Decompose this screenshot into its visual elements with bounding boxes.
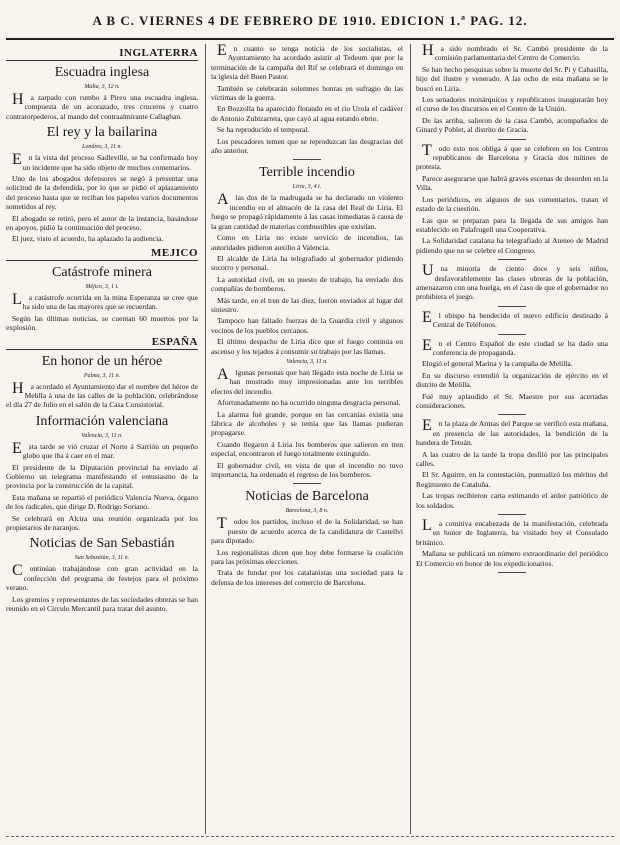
article-paragraph: Esta mañana se repartió el periódico Valencia Nueva, órgano de los radicales, que dirige D. Rodrigo Soriano.	[6, 492, 198, 512]
article-paragraph: El Sr. Aguirre, en la contestación, puntualizó los méritos del Regimiento de Cataluña.	[416, 470, 608, 489]
article-paragraph: Tampoco han faltado fuerzas de la Guardia civil y algunos vecinos de los pueblos cercanos.	[211, 316, 403, 335]
article-separator	[498, 139, 526, 140]
article-dateline: Palma, 3, 11 n.	[83, 372, 121, 379]
article	[211, 488, 403, 587]
article	[6, 124, 198, 244]
article	[211, 358, 403, 479]
article	[416, 519, 608, 568]
article	[6, 64, 198, 121]
article-paragraph: Mañana se publicará un número extraordinario del periódico El Comercio en honor de los expedicionarios.	[416, 549, 608, 568]
article-body	[6, 153, 198, 244]
article-title: Catástrofe minera	[52, 264, 152, 280]
article-paragraph: El gobernador civil, en vista de que el incendio no tuvo importancia, ha ordenado el regreso de los bomberos.	[211, 460, 403, 480]
article-title: En honor de un héroe	[41, 353, 163, 369]
article-paragraph: Cuando llegaron á Liria los bomberos que salieron en tren especial, encontraron el fuego totalmente extinguido.	[211, 439, 403, 459]
article-separator	[498, 306, 526, 307]
article-paragraph: Algunas personas que han llegado esta noche de Liria se han mostrado muy impresionadas ante los terribles efectos del incendio.	[211, 365, 403, 396]
article-dateline: Valencia, 3, 11 n.	[81, 432, 123, 439]
article-paragraph: Alas dos de la madrugada se ha declarado un violento incendio en el almacén de la casa del Real de Liria. El fuego se propagó rápidamente á las casas inmediatas á causa de la gran cantidad de materias combustibles que existían.	[211, 191, 403, 231]
article-paragraph: La autoridad civil, en su puesto de trabajo, ha enviado dos compañías de bomberos.	[211, 274, 403, 294]
article-paragraph: En la vista del proceso Sadleville, se ha confirmado hoy un incidente que ha sido objeto de muchos comentarios.	[12, 151, 198, 172]
article	[6, 413, 198, 533]
article	[416, 308, 608, 330]
article-paragraph: Esta tarde se vió cruzar el Norte á Sarrión un pequeño globo que iba á caer en el mar.	[12, 439, 198, 461]
article-paragraph: En su discurso extendió la organización de ejército en el distrito de Melilla.	[416, 370, 608, 390]
article-paragraph: También se celebrarán solemnes honras en sufragio de las víctimas de la guerra.	[211, 83, 403, 103]
article-paragraph: Ha acordado el Ayuntamiento dar el nombre del héroe de Melilla á una de las calles de la población, celebrándose el día 27 de Julio en el salón de la Casa Consistorial.	[6, 379, 198, 410]
article-paragraph: En cuanto se tenga noticia de los socialistas, el Ayuntamiento ha acordado asistir al Tedeum que por la terminación de la campaña del Rif se celebrará el domingo en la iglesia del Buen Pastor.	[211, 44, 403, 82]
article-title: Escuadra inglesa	[54, 65, 150, 80]
article-dateline: Barcelona, 3, 8 n.	[285, 508, 329, 515]
section-kicker: INGLATERRA	[6, 46, 198, 61]
article-dateline: Londres, 3, 11 n.	[81, 144, 122, 151]
article-body	[416, 308, 608, 330]
article-paragraph: Los senadores monárquicos y republicanos inaugurarán hoy el curso de los discursos en el Centro de la Unión.	[416, 95, 608, 114]
article	[416, 336, 608, 411]
article-paragraph: La Solidaridad catalana ha telegrafiado al Ateneo de Madrid pidiendo que no se celebre el Congreso.	[416, 236, 608, 255]
article	[416, 141, 608, 255]
article	[211, 164, 403, 356]
article-body	[6, 93, 198, 121]
newspaper-page	[6, 6, 614, 841]
article-body	[416, 44, 608, 135]
article-body	[416, 141, 608, 255]
article-separator	[293, 159, 321, 160]
article-paragraph: Los periódicos, en algunos de sus comentarios, tratan el estado de la cuestión.	[416, 194, 608, 214]
article-paragraph: Más tarde, en el tren de las diez, fueron enviados al lugar del siniestro.	[211, 295, 403, 314]
article-paragraph: Uno de los abogados defensores se negó á presentar una solicitud de la defendida, por lo que se pidió el aplazamiento del proceso hasta que se reciban los papeles varios documentos sometidos al rey.	[6, 174, 198, 212]
article-dateline: Méjico, 3, 1 t.	[85, 283, 119, 290]
article	[416, 419, 608, 510]
article-paragraph: Las que se preparan para la llegada de sus amigos han establecido en Palafrugell una Cooperativa.	[416, 215, 608, 234]
article-separator	[498, 414, 526, 415]
page-footer-rule	[6, 836, 614, 837]
article-paragraph: Ha sido nombrado el Sr. Cambó presidente de la comisión parlamentaria del Centro de Comercio.	[422, 44, 608, 63]
article-paragraph: En la plaza de Armas del Parque se verificó esta mañana, en presencia de las autoridades, la bendición de la bandera de Tetuán.	[416, 417, 608, 448]
article-paragraph: Se ha reproducido el temporal.	[217, 125, 310, 135]
article-paragraph: El juez, visto el acuerdo, ha aplazado la audiencia.	[12, 234, 164, 244]
article-title: El rey y la bailarina	[46, 125, 158, 141]
article-paragraph: Como en Liria no existe servicio de incendios, las autoridades pidieron auxilio á Valencia.	[211, 233, 403, 252]
article-paragraph: La alarma fué grande, porque en las cercanías existía una fábrica de alcoholes y se temía que las llamas pudieran propagarse.	[211, 409, 403, 438]
article-dateline: Malta, 3, 12 n.	[84, 84, 120, 90]
article-body	[416, 519, 608, 568]
article	[6, 535, 198, 613]
article-body	[211, 193, 403, 356]
article-title: Información valenciana	[35, 413, 169, 429]
article-paragraph: Afortunadamente no ha ocurrido ninguna desgracia personal.	[217, 398, 401, 408]
article-body	[211, 44, 403, 155]
column-divider-1	[205, 44, 206, 834]
article	[211, 44, 403, 155]
article-paragraph: Continúan trabajándose con gran actividad en la confección del programa de festejos para el próximo verano.	[6, 562, 198, 593]
article-title: Noticias de San Sebastián	[29, 536, 175, 552]
article-separator	[498, 259, 526, 260]
article-paragraph: Ha zarpado con rumbo á Pireo una escuadra inglesa, compuesta de un acorazado, tres cruceros y cuatro contratorpederos, al mando del contraalmirante Callaghan.	[6, 91, 198, 121]
article-separator	[498, 572, 526, 573]
article-body	[416, 336, 608, 411]
article-body	[416, 419, 608, 510]
article-paragraph: Los pescadores temen que se reproduzcan las desgracias del año anterior.	[211, 136, 403, 156]
article-dateline: Liria, 3, 4 t.	[292, 184, 322, 191]
article-paragraph: En Bozzolla ha aparecido flotando en el río Urola el cadáver de Antonio Zubizarreta, que cayó al agua estando ebrio.	[211, 104, 403, 123]
column-1	[6, 44, 198, 834]
article-paragraph: A las cuatro de la tarde la tropa desfiló por las principales calles.	[416, 449, 608, 469]
article-paragraph: El obispo ha bendecido el nuevo edificio destinado á Central de Teléfonos.	[422, 308, 608, 330]
article-paragraph: El presidente de la Diputación provincial ha enviado al Gobierno un telegrama manifestando el entusiasmo de la provincia por la construcción de la capital.	[6, 462, 198, 491]
article	[416, 44, 608, 135]
article-paragraph: Todo esto nos obliga á que se celebren en los Centros republicanos de Barcelona y Gracia dos mítines de protesta.	[416, 141, 608, 172]
article-paragraph: Elogió el general Marina y la campaña de Melilla.	[422, 359, 573, 369]
article-separator	[293, 483, 321, 484]
section-kicker: MEJICO	[6, 246, 198, 261]
article	[6, 353, 198, 410]
section-kicker: ESPAÑA	[6, 335, 198, 350]
article-body	[211, 517, 403, 587]
page-header: A B C. VIERNES 4 DE FEBRERO DE 1910. EDICION 1.ª PAG. 12.	[92, 13, 528, 28]
article-body	[6, 379, 198, 410]
article-dateline: Valencia, 3, 11 n.	[286, 358, 328, 365]
article-dateline: San Sebastián, 3, 11 n.	[74, 555, 130, 562]
article-paragraph: La catástrofe ocurrida en la mina Esperanza se cree que ha sido una de las mayores que se recuerdan.	[12, 290, 198, 312]
article-paragraph: Se celebrará en Alcira una reunión organizada por los propietarios de naranjos.	[6, 513, 198, 532]
article-separator	[498, 514, 526, 515]
article-body	[6, 564, 198, 613]
article-paragraph: Fué muy aplaudido el Sr. Maestre por sus acertadas consideraciones.	[416, 391, 608, 410]
header-rule	[6, 38, 614, 40]
article-paragraph: Todos los partidos, incluso el de la Solidaridad, se han puesto de acuerdo acerca de la candidatura de Castellví para diputado.	[211, 515, 403, 546]
article-body	[6, 290, 198, 333]
article-title: Terrible incendio	[259, 165, 355, 181]
article-body	[416, 264, 608, 302]
article-paragraph: Una minoría de ciento doce y seis niños, desfavorablemente las clases obreras de la población, amenazaron con una huelga, en el caso de que el gobernador no prohibiera el juego.	[416, 262, 608, 302]
article-title: Noticias de Barcelona	[245, 489, 369, 505]
article-separator	[498, 334, 526, 335]
article	[6, 264, 198, 333]
article-paragraph: Parece asegurarse que habrá graves escenas de desorden en la Villa.	[416, 173, 608, 193]
article-paragraph: Las tropas recibieron carta estimando el ardor patriótico de los soldados.	[416, 491, 608, 510]
column-2	[211, 44, 403, 834]
article-paragraph: Se han hecho pesquisas sobre la muerte del Sr. Pi y Cabasilla, hijo del ilustre y venerado. A las ocho de esta mañana se le buscó en Liria.	[416, 64, 608, 93]
article-body	[211, 365, 403, 480]
article-paragraph: Según las últimas noticias, se cuentan 60 muertos por la explosión.	[6, 313, 198, 333]
article-paragraph: El alcalde de Liria ha telegrafiado al gobernador pidiendo socorro y personal.	[211, 253, 403, 273]
article-body	[6, 439, 198, 533]
article-paragraph: Los gremios y representantes de las sociedades obreras se han reunido en el Círculo Mercantil para tratar del asunto.	[6, 594, 198, 613]
article-paragraph: Los regionalistas dicen que hoy debe formarse la coalición para las próximas elecciones.	[211, 547, 403, 567]
article-paragraph: En el Centro Español de este ciudad se ha dado una conferencia de propaganda.	[422, 336, 608, 357]
column-divider-2	[410, 44, 411, 834]
article-paragraph: El abogado se retiró, pero el autor de la instancia, basándose en apoyos, pidió la continuación del proceso.	[6, 213, 198, 233]
article-paragraph: El último despacho de Liria dice que el fuego continúa en ascenso y los tejados á consumir su trabajo por las llamas.	[211, 337, 403, 356]
column-3	[416, 44, 608, 834]
article-paragraph: Trata de fundar por los catalanistas una sociedad para la defensa de los intereses del comercio de Barcelona.	[211, 568, 403, 587]
article-paragraph: La comitiva encabezada de la manifestación, celebrada en honor de Inglaterra, ha visitado hoy el Consulado británico.	[416, 517, 608, 547]
article-paragraph: De las arriba, salieron de la casa Cambó, acompañados de Ginard y Poblet, al distrito de Gracia.	[416, 115, 608, 135]
article	[416, 264, 608, 302]
